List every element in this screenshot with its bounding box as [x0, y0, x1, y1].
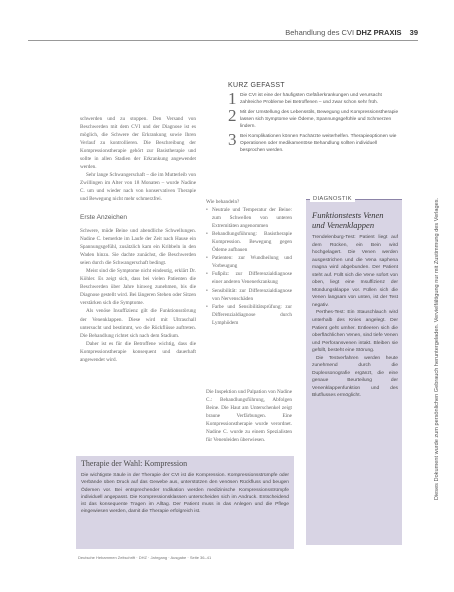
section-heading: Erste Anzeichen: [80, 214, 127, 221]
header-rule: [28, 40, 418, 41]
paragraph: schwerden und zu stoppen. Den Versand von Beschwerden mit dem CVI und der Diagnose ist es möglich, die Schwere der Erkrankung sowie Ihren Verlauf zu kontrollieren. Die Beschreibung der Kompressionstherapie gehört zur Basistherapie und sollte in allen Stadien der Erkrankung angewendet werden.: [80, 116, 196, 171]
column-one: [80, 115, 196, 204]
list-item: • Sensibilität: zur Differenzialdiagnose von Nervenschäden: [206, 287, 292, 303]
therapy-box-text: Die wichtigste Säule in der Therapie der CVI ist die Kompression. Kompressionsstrümpfe oder Verbände üben Druck auf das Gewebe aus, unterstützen den venösen Rückfluss und beugen Ödemen vor. Bei entsprechender Indikation werden medizinische Kompressionsstrümpfe individuell angepasst. Die Kompressionsklassen unterscheiden sich im Andruck. Entscheidend ist das konsequente Tragen im Alltag. Der Patient muss in das Anlegen und die Pflege eingewiesen werden, damit die Therapie erfolgreich ist.: [81, 473, 289, 515]
paragraph: Als venöse Insuffizienz gilt die Funktionsstörung der Venenklappen. Diese wird mit Ultraschall untersucht und bestimmt, wo die Rückflüsse auftreten. Die Behandlung richtet sich nach dem Stadium.: [80, 308, 196, 339]
summary-number: 1: [228, 89, 237, 108]
paragraph: Trendelenburg-Test: Patient liegt auf dem Rücken, ein Bein wird hochgelagert. Die Venen werden ausgestrichen und die Vena saphena magna wird abgebunden. Der Patient steht auf. Füllt sich die Vene sofort von oben, liegt eine Insuffizienz der Mündungsklappe vor. Füllen sich die Venen langsam von unten, ist der Test negativ.: [312, 235, 398, 308]
paragraph: Schwere, müde Beine und abendliche Schwellungen. Nadine C. bemerkte im Laufe der Zeit nach Hause ein Spannungsgefühl, zusätzlich kam ein Kribbeln in den Waden hinzu. Sie dachte zunächst, die Beschwerden seien durch die Schwangerschaft bedingt.: [80, 228, 196, 267]
list-item: • Neutrale und Temperatur der Beine: zum Schwellen von unteren Extremitäten angenommen: [206, 206, 292, 230]
side-note-text: Dieses Dokument wurde zum persönlichen Gebrauch heruntergeladen. Vervielfältigung nur mit Zustimmung des Verlages.: [434, 197, 440, 501]
summary-number: 2: [228, 106, 237, 125]
header-journal: DHZ PRAXIS: [356, 28, 402, 37]
column-two: [206, 198, 292, 327]
header-section: Behandlung des CVI: [285, 28, 355, 37]
list-item: • Behandlungsführung: Basistherapie Kompression. Bewegung gegen Ödeme aufbauen: [206, 230, 292, 254]
summary-item: [228, 106, 403, 130]
diagnostik-title: Funktionstests Venen und Venenklappen: [312, 210, 384, 230]
summary-item: [228, 89, 403, 108]
kurz-gefasst-title: KURZ GEFASST: [228, 82, 285, 89]
diagnostik-text: [312, 234, 398, 400]
summary-number: 3: [228, 130, 237, 149]
side-note: [433, 150, 441, 550]
list-item: • Fußpilz: zur Differenzialdiagnose einer anderen Venenerkrankung: [206, 270, 292, 286]
paragraph: Die Testverfahren werden heute zunehmend durch die Duplexsonografie ergänzt, die eine genaue Beurteilung der Venenklappenfunktion und des Blutflusses ermöglicht.: [312, 355, 398, 399]
summary-item: [228, 130, 403, 154]
page-number: 39: [409, 28, 418, 37]
list-item: • Patienten: zur Wundheilung und Vorbeugung: [206, 254, 292, 270]
summary-text: Die CVI ist eine der häufigsten Gefäßerkrankungen und verursacht zahlreiche Probleme bei Betroffenen – und zwar schon sehr früh.: [240, 93, 382, 105]
exam-list: [206, 206, 292, 327]
summary-text: Mit der Umstellung des Lebensstils, Bewegung und Kompressionstherapie lassen sich Symptome wie Ödeme, Spannungsgefühle und Schmerzen lindern.: [240, 110, 399, 129]
paragraph: Sehr lange Schwangerschaft – die im Mutterleib von Zwillingen im Alter von 18 Monaten – wurde Nadine C. um und wieder nach von konservativen Therapie und Bewegung nicht mehr schmerzfrei.: [80, 172, 196, 203]
list-item: • Farbe und Sensibilitätsprüfung: zur Differenzialdiagnose durch Lymphödem: [206, 303, 292, 327]
kurz-gefasst-box: [228, 82, 403, 154]
header-text: [281, 28, 418, 37]
paragraph: Perthes-Test: Ein Stauschlauch wird unterhalb des Knies angelegt. Der Patient geht umher. Entleeren sich die oberflächlichen Venen, sind tiefe Venen und Perforansvenen intakt. Bleiben sie gefüllt, besteht eine Störung.: [312, 310, 398, 354]
list-intro: Wie behandeln?: [206, 199, 240, 205]
therapy-box-title: Therapie der Wahl: Kompression: [81, 459, 188, 468]
paragraph: Daher ist es für die Betroffene wichtig, dass die Kompressionstherapie konsequent und dauerhaft angewendet wird.: [80, 340, 196, 363]
page-footer: Deutsche Hebammen Zeitschrift · DHZ · Jahrgang · Ausgabe · Seite 36–41: [78, 555, 212, 560]
therapy-box: [76, 456, 294, 549]
section-erste-anzeichen: [80, 227, 196, 364]
diagnostik-box: [306, 196, 402, 545]
paragraph: Meist sind die Symptome nicht eindeutig, erklärt Dr. Köhler. Es zeigt sich, dass bei vielen Patienten die Beschwerden über Jahre hinweg zunehmen, bis die Diagnose gestellt wird. Bei längeren Stehen oder Sitzen verstärken sich die Symptome.: [80, 268, 196, 307]
page-header: [0, 28, 454, 46]
paragraph: Die Inspektion und Palpation von Nadine C.: Behandlungsführung, Abfolgen Beine. Die Haut am Unterschenkel zeigt braune Verfärbungen. Eine Kompressionstherapie wurde verordnet. Nadine C. wurde zu einem Spezialisten für Venenleiden überwiesen.: [206, 389, 293, 444]
column-two-closing: [206, 388, 292, 444]
summary-text: Bei Komplikationen können Fachärzte weiterhelfen. Therapieoptionen wie Operationen oder medikamentöse Behandlung sollten individuell besprochen werden.: [240, 134, 397, 153]
diagnostik-tag: DIAGNOSTIK: [310, 196, 355, 202]
